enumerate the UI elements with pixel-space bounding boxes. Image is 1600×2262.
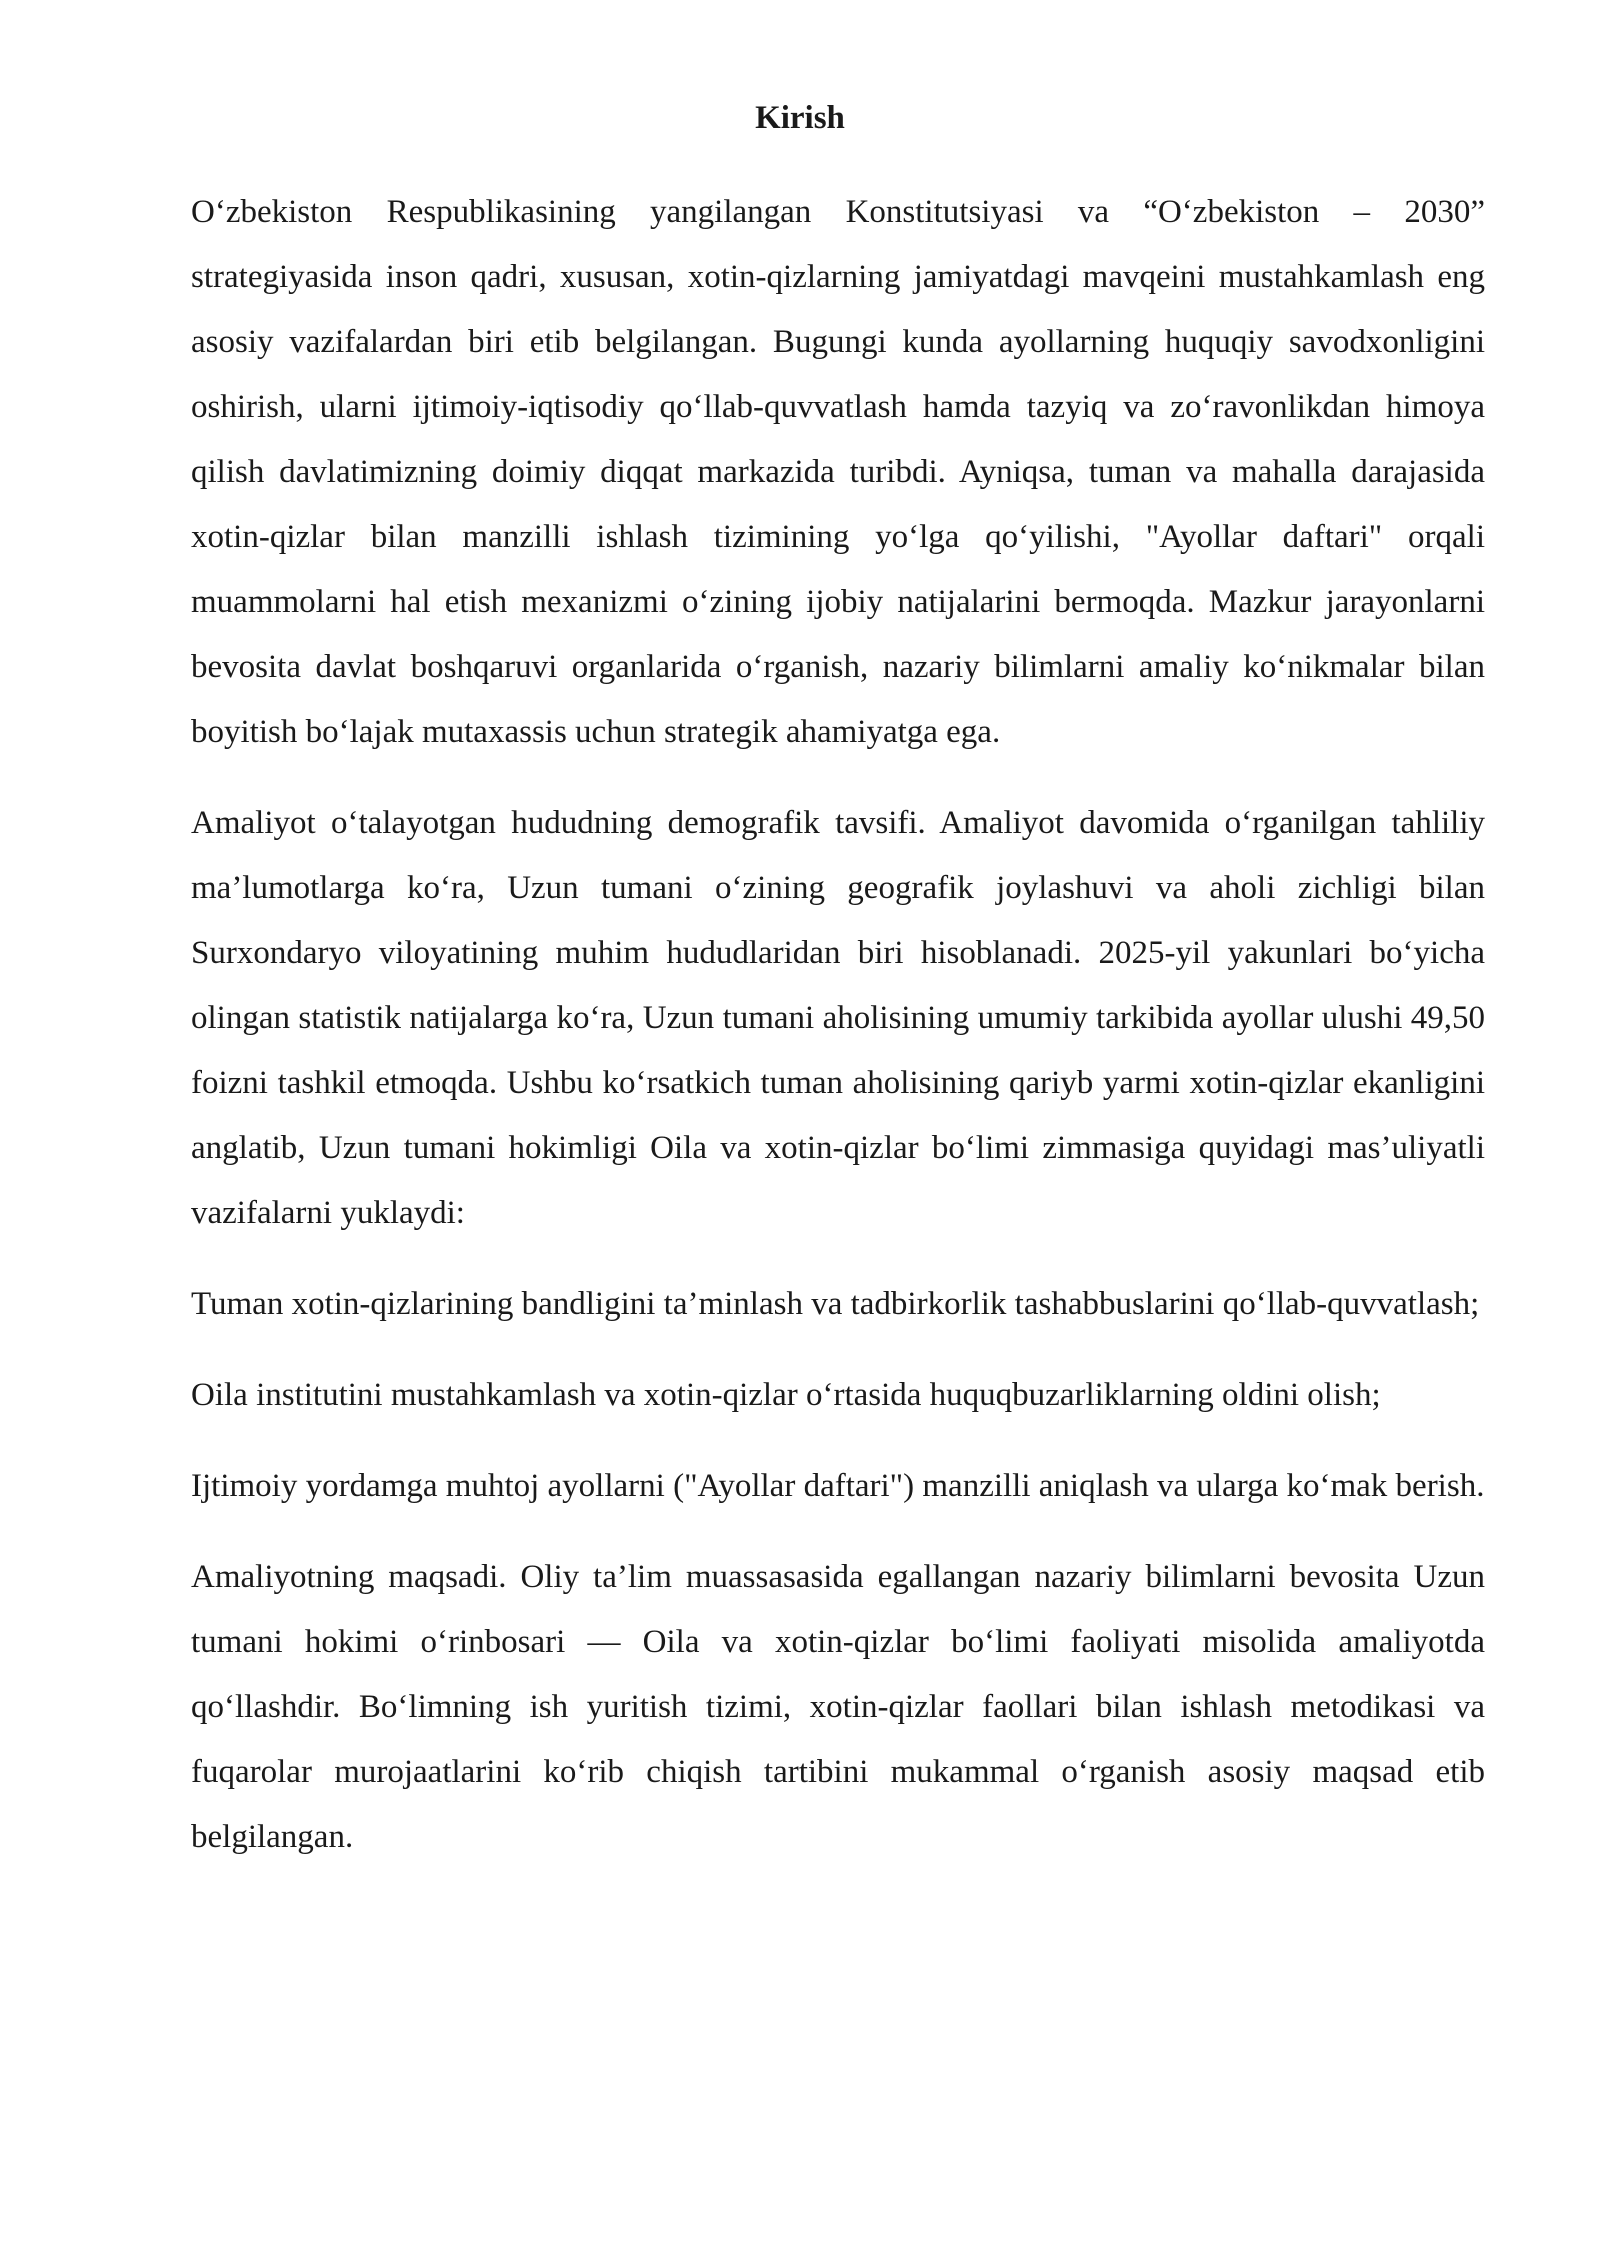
paragraph-task-employment: Tuman xotin-qizlarining bandligini ta’minlash va tadbirkorlik tashabbuslarini qo‘llab-quvvatlash; bbox=[191, 1286, 1480, 1322]
paragraph-purpose: Amaliyotning maqsadi. Oliy ta’lim muassasasida egallangan nazariy bilimlarni bevosita Uzun tumani hokimi o‘rinbosari — Oila va xotin-qizlar bo‘limi faoliyati misolida amaliyotda qo‘llashdir. Bo‘limning ish yuritish tizimi, xotin-qizlar faollari bilan ishlash metodikasi va fuqarolar murojaatlarini ko‘rib chiqish tartibini mukammal o‘rganish asosiy maqsad etib belgilangan. bbox=[191, 1559, 1485, 1855]
page-title: Kirish bbox=[755, 100, 845, 136]
paragraph-demographics: Amaliyot o‘talayotgan hududning demografik tavsifi. Amaliyot davomida o‘rganilgan tahliliy ma’lumotlarga ko‘ra, Uzun tumani o‘zining geografik joylashuvi va aholi zichligi bilan Surxondaryo viloyatining muhim hududlaridan biri hisoblanadi. 2025-yil yakunlari bo‘yicha olingan statistik natijalarga ko‘ra, Uzun tumani aholisining umumiy tarkibida ayollar ulushi 49,50 foizni tashkil etmoqda. Ushbu ko‘rsatkich tuman aholisining qariyb yarmi xotin-qizlar ekanligini anglatib, Uzun tumani hokimligi Oila va xotin-qizlar bo‘limi zimmasiga quyidagi mas’uliyatli vazifalarni yuklaydi: bbox=[191, 805, 1485, 1231]
document-body bbox=[191, 180, 1485, 1896]
paragraph-introduction: O‘zbekiston Respublikasining yangilangan Konstitutsiyasi va “O‘zbekiston – 2030” strategiyasida inson qadri, xususan, xotin-qizlarning jamiyatdagi mavqeini mustahkamlash eng asosiy vazifalardan biri etib belgilangan. Bugungi kunda ayollarning huquqiy savodxonligini oshirish, ularni ijtimoiy-iqtisodiy qo‘llab-quvvatlash hamda tazyiq va zo‘ravonlikdan himoya qilish davlatimizning doimiy diqqat markazida turibdi. Ayniqsa, tuman va mahalla darajasida xotin-qizlar bilan manzilli ishlash tizimining yo‘lga qo‘yilishi, "Ayollar daftari" orqali muammolarni hal etish mexanizmi o‘zining ijobiy natijalarini bermoqda. Mazkur jarayonlarni bevosita davlat boshqaruvi organlarida o‘rganish, nazariy bilimlarni amaliy ko‘nikmalar bilan boyitish bo‘lajak mutaxassis uchun strategik ahamiyatga ega. bbox=[191, 194, 1485, 750]
paragraph-task-family: Oila institutini mustahkamlash va xotin-qizlar o‘rtasida huquqbuzarliklarning oldini olish; bbox=[191, 1377, 1381, 1413]
paragraph-task-social-aid: Ijtimoiy yordamga muhtoj ayollarni ("Ayollar daftari") manzilli aniqlash va ularga ko‘mak berish. bbox=[191, 1468, 1485, 1504]
